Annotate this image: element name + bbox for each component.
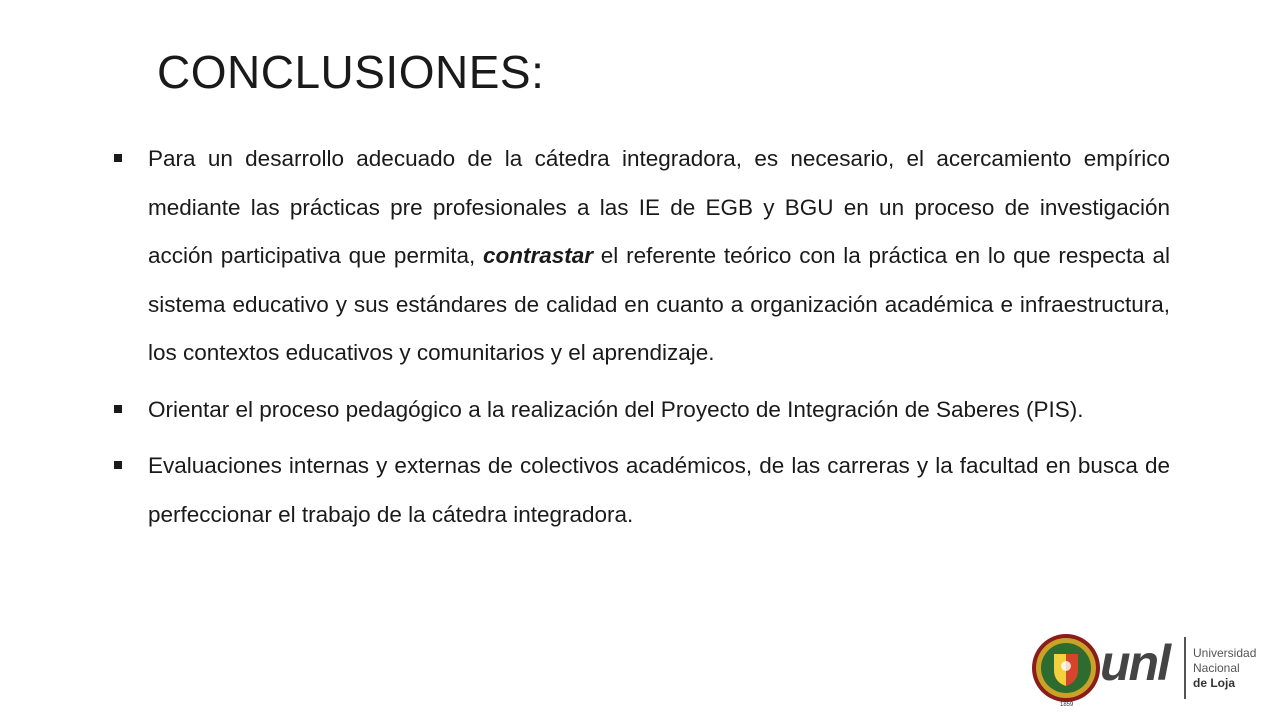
- university-name-line: Nacional: [1193, 661, 1240, 675]
- bullet-text: Orientar el proceso pedagógico a la realización del Proyecto de Integración de Saberes (PIS).: [148, 396, 1084, 422]
- unl-logo: unl: [1100, 635, 1169, 691]
- bullet-text-part: el referente teórico con la práctica en lo que respecta al sistema educativo y sus estándares de calidad en cuanto a organización académica e infraestructura, los contextos educativos y comunitarios y el aprendizaje.: [148, 243, 1171, 365]
- seal-year: 1859: [1060, 702, 1074, 708]
- square-bullet-icon: [114, 154, 122, 162]
- square-bullet-icon: [114, 461, 122, 469]
- list-item: [112, 135, 1170, 378]
- university-logos: [1030, 632, 1275, 716]
- list-item: [112, 386, 1170, 435]
- square-bullet-icon: [114, 405, 122, 413]
- university-name-line: Universidad: [1193, 646, 1257, 660]
- conclusions-list: [112, 135, 1170, 547]
- bullet-emphasis: contrastar: [482, 243, 594, 268]
- list-item: [112, 442, 1170, 539]
- slide-title: CONCLUSIONES:: [157, 46, 545, 98]
- university-seal-icon: [1030, 632, 1102, 704]
- university-name-line: de Loja: [1193, 676, 1236, 690]
- logo-divider: [1184, 637, 1186, 699]
- bullet-text-part: Para un desarrollo adecuado de la cátedra integradora, es necesario, el acercamiento empírico mediante las prácticas pre profesionales a las IE de EGB y BGU en un proceso de investigación acción participativa que permita,: [148, 146, 1170, 268]
- university-name: [1193, 646, 1256, 691]
- bullet-text: Evaluaciones internas y externas de colectivos académicos, de las carreras y la facultad en busca de perfeccionar el trabajo de la cátedra integradora.: [148, 453, 1170, 527]
